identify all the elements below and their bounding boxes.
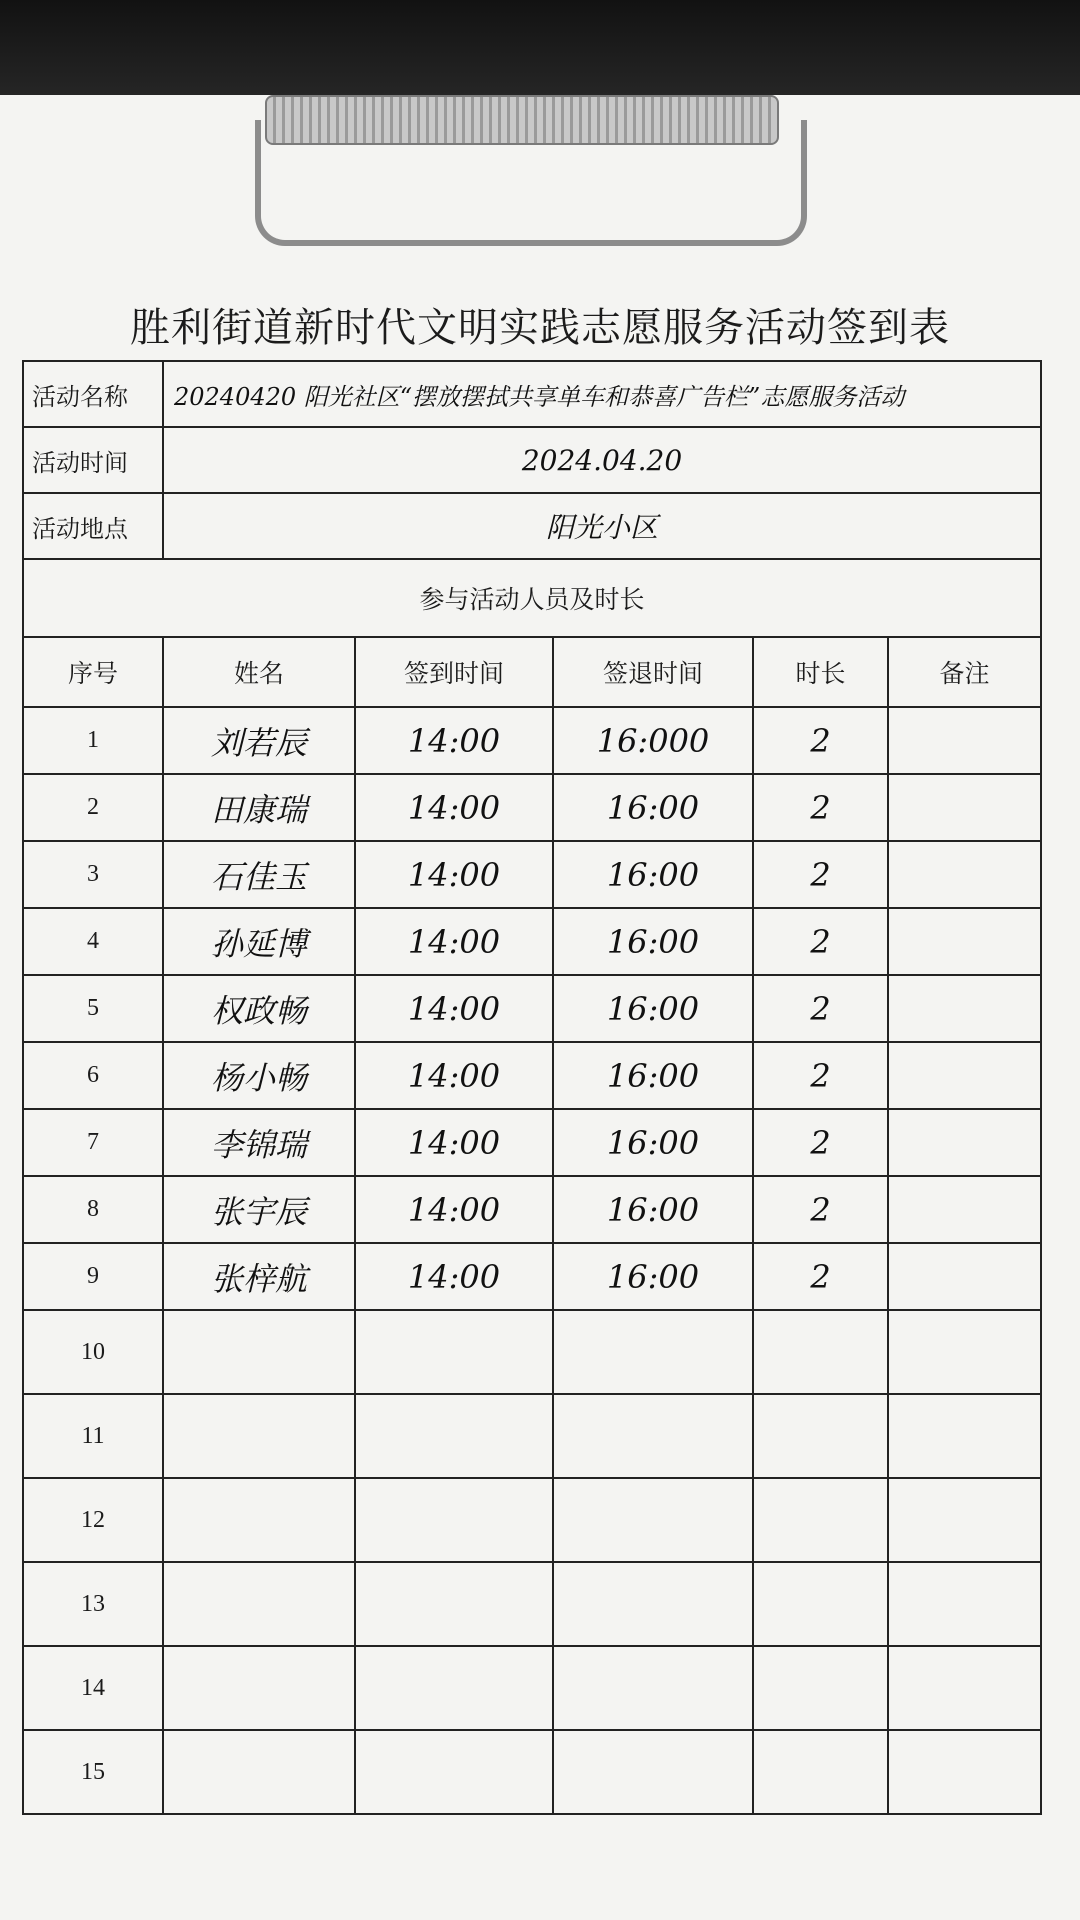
attendee-name: 杨小畅 bbox=[163, 1042, 355, 1109]
attendee-name: 张宇辰 bbox=[163, 1176, 355, 1243]
sign-out-time: 16:00 bbox=[553, 1109, 753, 1176]
sign-in-time: 14:00 bbox=[355, 1176, 553, 1243]
table-row bbox=[23, 774, 1041, 841]
col-header-no: 序号 bbox=[23, 637, 163, 707]
attendee-name: 刘若辰 bbox=[163, 707, 355, 774]
attendee-name: 权政畅 bbox=[163, 975, 355, 1042]
duration bbox=[753, 1646, 888, 1730]
section-title: 参与活动人员及时长 bbox=[23, 559, 1041, 637]
attendee-name: 田康瑞 bbox=[163, 774, 355, 841]
note bbox=[888, 975, 1041, 1042]
sign-out-time: 16:00 bbox=[553, 1243, 753, 1310]
note bbox=[888, 1730, 1041, 1814]
activity-time-label: 活动时间 bbox=[23, 427, 163, 493]
sign-in-time: 14:00 bbox=[355, 841, 553, 908]
row-number: 2 bbox=[23, 774, 163, 841]
activity-name-row bbox=[23, 361, 1041, 427]
col-header-name: 姓名 bbox=[163, 637, 355, 707]
activity-place-value: 阳光小区 bbox=[163, 493, 1041, 559]
duration: 2 bbox=[753, 908, 888, 975]
duration bbox=[753, 1478, 888, 1562]
row-number: 9 bbox=[23, 1243, 163, 1310]
row-number: 15 bbox=[23, 1730, 163, 1814]
duration: 2 bbox=[753, 1243, 888, 1310]
table-row bbox=[23, 1562, 1041, 1646]
note bbox=[888, 1310, 1041, 1394]
attendee-name bbox=[163, 1562, 355, 1646]
sign-out-time: 16:00 bbox=[553, 841, 753, 908]
attendee-name bbox=[163, 1394, 355, 1478]
sign-in-time: 14:00 bbox=[355, 707, 553, 774]
table-row bbox=[23, 1478, 1041, 1562]
sign-out-time: 16:00 bbox=[553, 908, 753, 975]
sign-out-time bbox=[553, 1310, 753, 1394]
table-row bbox=[23, 841, 1041, 908]
attendee-name bbox=[163, 1646, 355, 1730]
row-number: 5 bbox=[23, 975, 163, 1042]
duration: 2 bbox=[753, 1176, 888, 1243]
note bbox=[888, 1646, 1041, 1730]
row-number: 13 bbox=[23, 1562, 163, 1646]
row-number: 7 bbox=[23, 1109, 163, 1176]
col-header-note: 备注 bbox=[888, 637, 1041, 707]
row-number: 12 bbox=[23, 1478, 163, 1562]
attendee-name bbox=[163, 1730, 355, 1814]
note bbox=[888, 1176, 1041, 1243]
sign-in-time: 14:00 bbox=[355, 1109, 553, 1176]
row-number: 11 bbox=[23, 1394, 163, 1478]
row-number: 3 bbox=[23, 841, 163, 908]
col-header-duration: 时长 bbox=[753, 637, 888, 707]
activity-name-value: 20240420 阳光社区“摆放摆拭共享单车和恭喜广告栏”志愿服务活动 bbox=[163, 361, 1041, 427]
table-row bbox=[23, 1109, 1041, 1176]
sign-out-time: 16:00 bbox=[553, 1176, 753, 1243]
sign-in-time bbox=[355, 1730, 553, 1814]
attendee-name bbox=[163, 1310, 355, 1394]
duration: 2 bbox=[753, 1109, 888, 1176]
duration bbox=[753, 1562, 888, 1646]
attendee-rows bbox=[23, 707, 1041, 1814]
sign-in-time: 14:00 bbox=[355, 1243, 553, 1310]
sign-in-time: 14:00 bbox=[355, 774, 553, 841]
activity-time-value: 2024.04.20 bbox=[163, 427, 1041, 493]
sign-in-time bbox=[355, 1394, 553, 1478]
activity-place-label: 活动地点 bbox=[23, 493, 163, 559]
table-row bbox=[23, 1730, 1041, 1814]
col-header-sign-in: 签到时间 bbox=[355, 637, 553, 707]
table-row bbox=[23, 1176, 1041, 1243]
table-row bbox=[23, 975, 1041, 1042]
sign-in-time bbox=[355, 1562, 553, 1646]
duration: 2 bbox=[753, 975, 888, 1042]
note bbox=[888, 908, 1041, 975]
sign-out-time: 16:00 bbox=[553, 975, 753, 1042]
table-row bbox=[23, 908, 1041, 975]
sign-in-table bbox=[22, 360, 1042, 1815]
activity-name-label: 活动名称 bbox=[23, 361, 163, 427]
sign-out-time bbox=[553, 1562, 753, 1646]
note bbox=[888, 1243, 1041, 1310]
clip-bar bbox=[265, 95, 779, 145]
sign-in-time: 14:00 bbox=[355, 1042, 553, 1109]
sign-in-time bbox=[355, 1646, 553, 1730]
duration: 2 bbox=[753, 841, 888, 908]
duration: 2 bbox=[753, 707, 888, 774]
duration: 2 bbox=[753, 774, 888, 841]
row-number: 14 bbox=[23, 1646, 163, 1730]
sign-out-time: 16:00 bbox=[553, 774, 753, 841]
sign-out-time bbox=[553, 1646, 753, 1730]
sign-in-time: 14:00 bbox=[355, 908, 553, 975]
attendee-name: 李锦瑞 bbox=[163, 1109, 355, 1176]
sign-out-time: 16:000 bbox=[553, 707, 753, 774]
sign-out-time bbox=[553, 1730, 753, 1814]
sign-out-time bbox=[553, 1478, 753, 1562]
duration bbox=[753, 1394, 888, 1478]
note bbox=[888, 774, 1041, 841]
column-header-row bbox=[23, 637, 1041, 707]
sign-out-time bbox=[553, 1394, 753, 1478]
table-row bbox=[23, 1394, 1041, 1478]
note bbox=[888, 707, 1041, 774]
attendee-name: 张梓航 bbox=[163, 1243, 355, 1310]
row-number: 6 bbox=[23, 1042, 163, 1109]
note bbox=[888, 1478, 1041, 1562]
table-row bbox=[23, 1646, 1041, 1730]
table-row bbox=[23, 1042, 1041, 1109]
activity-time-row bbox=[23, 427, 1041, 493]
document-title: 胜利街道新时代文明实践志愿服务活动签到表 bbox=[130, 305, 950, 351]
note bbox=[888, 1562, 1041, 1646]
table-row bbox=[23, 707, 1041, 774]
col-header-sign-out: 签退时间 bbox=[553, 637, 753, 707]
table-row bbox=[23, 1243, 1041, 1310]
activity-place-row bbox=[23, 493, 1041, 559]
duration bbox=[753, 1730, 888, 1814]
duration bbox=[753, 1310, 888, 1394]
row-number: 4 bbox=[23, 908, 163, 975]
row-number: 1 bbox=[23, 707, 163, 774]
section-title-row bbox=[23, 559, 1041, 637]
note bbox=[888, 1109, 1041, 1176]
attendee-name bbox=[163, 1478, 355, 1562]
row-number: 10 bbox=[23, 1310, 163, 1394]
duration: 2 bbox=[753, 1042, 888, 1109]
sign-in-time bbox=[355, 1478, 553, 1562]
note bbox=[888, 1042, 1041, 1109]
sign-out-time: 16:00 bbox=[553, 1042, 753, 1109]
note bbox=[888, 1394, 1041, 1478]
table-row bbox=[23, 1310, 1041, 1394]
attendee-name: 石佳玉 bbox=[163, 841, 355, 908]
note bbox=[888, 841, 1041, 908]
attendee-name: 孙延博 bbox=[163, 908, 355, 975]
sign-in-time bbox=[355, 1310, 553, 1394]
sign-in-time: 14:00 bbox=[355, 975, 553, 1042]
row-number: 8 bbox=[23, 1176, 163, 1243]
